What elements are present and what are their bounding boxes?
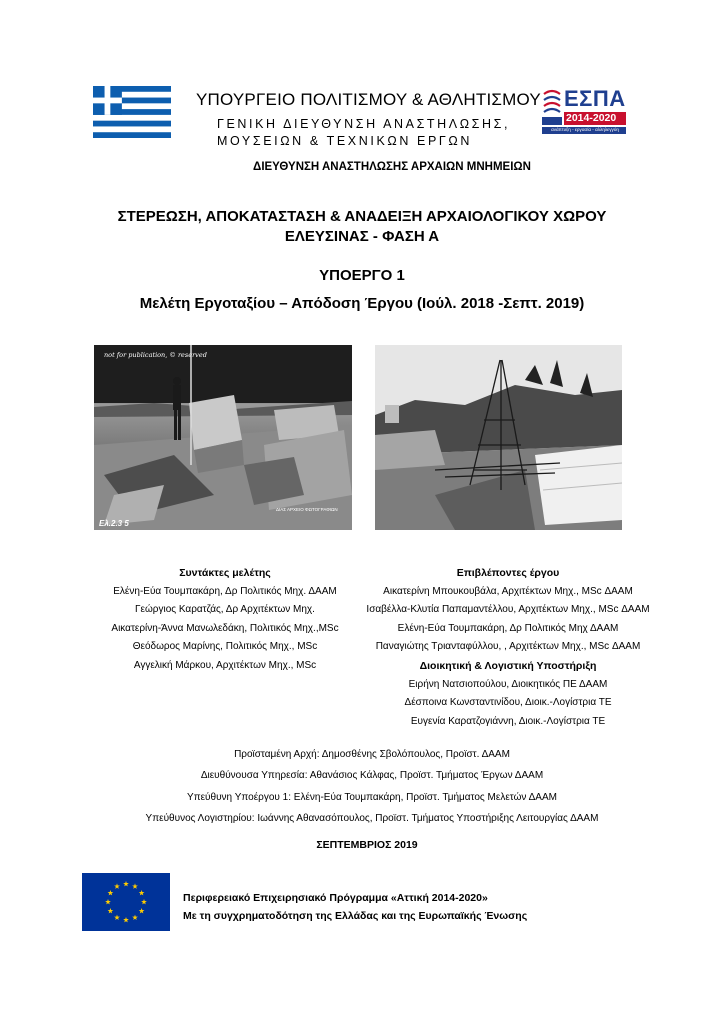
authors-section [100,564,350,676]
document-title-line1: ΣΤΕΡΕΩΣΗ, ΑΠΟΚΑΤΑΣΤΑΣΗ & ΑΝΑΔΕΙΞΗ ΑΡΧΑΙΟΛΟΓΙΚΟΥ ΧΩΡΟΥ [117,208,607,225]
admin-item: Ευγενία Καρατζογιάννη, Διοικ.-Λογίστρια ΤΕ [410,715,606,727]
supervisor-item: Ισαβέλλα-Κλυτία Παπαμαντέλλου, Αρχιτέκτων Μηχ., MSc ΔΑΑΜ [366,604,650,616]
supervisor-item: Ελένη-Εύα Τουμπακάρη, Δρ Πολιτικός Μηχ ΔΑΑΜ [397,622,619,634]
author-item: Γεώργιος Καρατζάς, Δρ Αρχιτέκτων Μηχ. [135,604,315,616]
historical-site-photo [94,345,352,530]
current-site-photo [375,345,622,530]
author-item: Αγγελική Μάρκου, Αρχιτέκτων Μηχ., MSc [133,659,317,671]
responsible-item: Υπεύθυνη Υποέργου 1: Ελένη-Εύα Τουμπακάρη, Προϊστ. Τμήματος Μελετών ΔΑΑΜ [187,791,557,803]
responsible-item: Διευθύνουσα Υπηρεσία: Αθανάσιος Κάλφας, Προϊστ. Τμήματος Έργων ΔΑΑΜ [200,770,544,782]
admin-item: Δέσποινα Κωνσταντινίδου, Διοικ.-Λογίστρια ΤΕ [404,697,612,709]
espa-name: ΕΣΠΑ [564,86,626,111]
cofinancing-note: Με τη συγχρηματοδότηση της Ελλάδας και της Ευρωπαϊκής Ένωσης [183,910,528,922]
directorate-name: ΔΙΕΥΘΥΝΣΗ ΑΝΑΣΤΗΛΩΣΗΣ ΑΡΧΑΙΩΝ ΜΝΗΜΕΙΩΝ [253,161,531,173]
document-date: ΣΕΠΤΕΜΒΡΙΟΣ 2019 [316,839,418,851]
supervisor-item: Αικατερίνη Μπουκουβάλα, Αρχιτέκτων Μηχ., MSc ΔΑΑΜ [383,585,633,597]
document-title-line2: ΕΛΕΥΣΙΝΑΣ - ΦΑΣΗ Α [284,228,440,245]
responsible-persons [0,744,724,829]
greek-flag-logo [93,86,171,138]
author-item: Θεόδωρος Μαρίνης, Πολιτικός Μηχ., MSc [132,641,318,653]
document-subtitle: Μελέτη Εργοταξίου – Απόδοση Έργου (Ιούλ. 2018 -Σεπτ. 2019) [139,295,585,312]
general-directorate-line1: ΓΕΝΙΚΗ ΔΙΕΥΘΥΝΣΗ ΑΝΑΣΤΗΛΩΣΗΣ, [217,117,511,131]
general-directorate-line2: ΜΟΥΣΕΙΩΝ & ΤΕΧΝΙΚΩΝ ΕΡΓΩΝ [217,134,472,148]
supervisor-item: Παναγιώτης Τριανταφύλλου, , Αρχιτέκτων Μηχ., MSc ΔΑΑΜ [375,641,641,653]
author-item: Ελένη-Εύα Τουμπακάρη, Δρ Πολιτικός Μηχ. ΔΑΑΜ [113,585,337,597]
supervisors-section [360,564,656,731]
funding-program: Περιφερειακό Επιχειρησιακό Πρόγραμμα «Αττική 2014-2020» [183,892,488,904]
photo-handwritten-label: Ελ.2.3 5 [99,519,129,528]
admin-item: Ειρήνη Νατσιοπούλου, Διοικητικός ΠΕ ΔΑΑΜ [408,678,608,690]
subproject-label: ΥΠΟΕΡΓΟ 1 [319,267,405,284]
supervisors-heading: Επιβλέποντες έργου [456,567,560,579]
espa-tagline: ανάπτυξη - εργασία - αλληλεγγύη [551,127,619,132]
archive-mark: ΔΙΑΣ ΑΡΧΕΙΟ ΦΩΤΟΓΡΑΦΙΩΝ [276,507,338,512]
responsible-item: Προϊσταμένη Αρχή: Δημοσθένης Σβολόπουλος, Προϊστ. ΔΑΑΜ [234,749,510,760]
espa-logo [540,86,630,138]
admin-support-heading: Διοικητική & Λογιστική Υποστήριξη [419,659,597,672]
publication-stamp: not for publication, © reserved [104,351,207,359]
author-item: Αικατερίνη-Άννα Μανωλεδάκη, Πολιτικός Μηχ.,MSc [111,622,339,634]
ministry-name: ΥΠΟΥΡΓΕΙΟ ΠΟΛΙΤΙΣΜΟΥ & ΑΘΛΗΤΙΣΜΟΥ [196,90,541,109]
espa-years: 2014-2020 [566,112,617,124]
authors-heading: Συντάκτες μελέτης [179,567,271,579]
eu-flag-logo [82,873,170,931]
responsible-item: Υπεύθυνος Λογιστηρίου: Ιωάννης Αθανασόπουλος, Προϊστ. Τμήματος Υποστήριξης Λειτουργίας ΔΑΑΜ [145,812,599,824]
